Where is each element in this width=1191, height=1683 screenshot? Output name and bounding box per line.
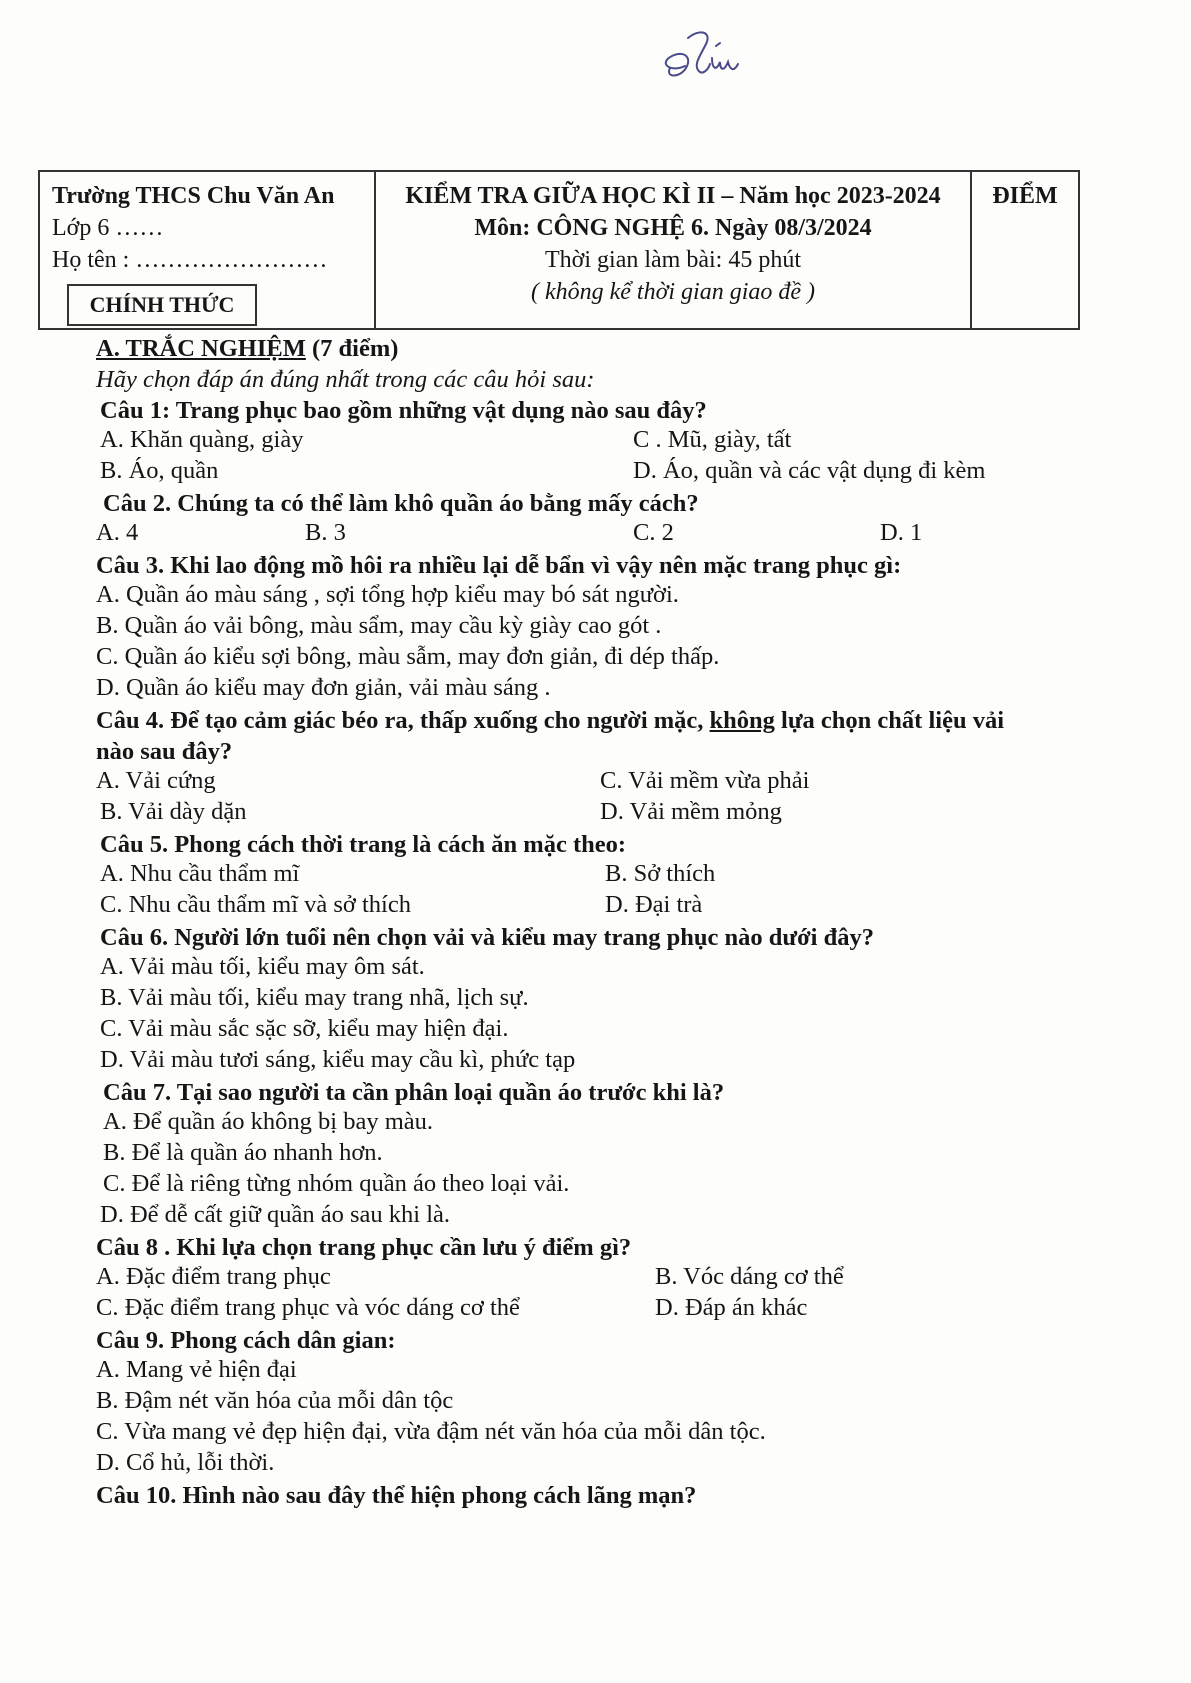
- exam-info-cell: [374, 172, 970, 328]
- q5-option-c: C. Nhu cầu thẩm mĩ và sở thích: [100, 891, 411, 918]
- section-title: [96, 333, 398, 364]
- q2-option-d: D. 1: [880, 519, 923, 546]
- question-4-line-2: nào sau đây?: [96, 738, 233, 765]
- class-line: Lớp 6 ……: [52, 215, 164, 241]
- question-5: Câu 5. Phong cách thời trang là cách ăn mặc theo:: [100, 831, 627, 858]
- section-title-text: A. TRẮC NGHIỆM: [96, 335, 306, 362]
- q8-option-c: C. Đặc điểm trang phục và vóc dáng cơ thể: [96, 1294, 520, 1321]
- q8-option-d: D. Đáp án khác: [655, 1294, 808, 1321]
- q4-option-d: D. Vải mềm mỏng: [600, 798, 782, 825]
- question-3: Câu 3. Khi lao động mồ hôi ra nhiều lại dễ bẩn vì vậy nên mặc trang phục gì:: [96, 552, 902, 579]
- school-name: Trường THCS Chu Văn An: [52, 183, 335, 209]
- q7-option-c: C. Để là riêng từng nhóm quần áo theo loại vải.: [103, 1170, 570, 1197]
- q8-option-a: A. Đặc điểm trang phục: [96, 1263, 331, 1290]
- q6-option-d: D. Vải màu tươi sáng, kiểu may cầu kì, phức tạp: [100, 1046, 576, 1073]
- q7-option-b: B. Để là quần áo nhanh hơn.: [103, 1139, 383, 1166]
- score-cell: [970, 172, 1078, 328]
- q1-option-c: C . Mũ, giày, tất: [633, 426, 792, 453]
- q4-text-negation: không: [709, 707, 775, 734]
- q2-option-c: C. 2: [633, 519, 674, 546]
- q9-option-d: D. Cổ hủ, lỗi thời.: [96, 1449, 275, 1476]
- question-4: [96, 705, 1004, 736]
- q4-text-pre: Câu 4. Để tạo cảm giác béo ra, thấp xuống cho người mặc,: [96, 707, 710, 734]
- question-7: Câu 7. Tại sao người ta cần phân loại quần áo trước khi là?: [103, 1079, 725, 1106]
- q5-option-d: D. Đại trà: [605, 891, 703, 918]
- question-2: Câu 2. Chúng ta có thể làm khô quần áo bằng mấy cách?: [103, 490, 699, 517]
- q1-option-d: D. Áo, quần và các vật dụng đi kèm: [633, 457, 986, 484]
- q5-option-b: B. Sở thích: [605, 860, 716, 887]
- q5-option-a: A. Nhu cầu thẩm mĩ: [100, 860, 300, 887]
- q2-option-b: B. 3: [305, 519, 346, 546]
- q3-option-d: D. Quần áo kiểu may đơn giản, vải màu sáng .: [96, 674, 551, 701]
- q7-option-d: D. Để dễ cất giữ quần áo sau khi là.: [100, 1201, 451, 1228]
- q3-option-b: B. Quần áo vải bông, màu sẩm, may cầu kỳ giày cao gót .: [96, 612, 662, 639]
- section-points: (7 điểm): [305, 335, 399, 362]
- q6-option-b: B. Vải màu tối, kiểu may trang nhã, lịch sự.: [100, 984, 529, 1011]
- handwritten-signature: [650, 18, 760, 88]
- q6-option-c: C. Vải màu sắc sặc sỡ, kiểu may hiện đại.: [100, 1015, 509, 1042]
- q1-option-a: A. Khăn quàng, giày: [100, 426, 304, 453]
- q9-option-b: B. Đậm nét văn hóa của mỗi dân tộc: [96, 1387, 454, 1414]
- q9-option-c: C. Vừa mang vẻ đẹp hiện đại, vừa đậm nét văn hóa của mỗi dân tộc.: [96, 1418, 766, 1445]
- q4-option-b: B. Vải dày dặn: [100, 798, 247, 825]
- q2-option-a: A. 4: [96, 519, 139, 546]
- q9-option-a: A. Mang vẻ hiện đại: [96, 1356, 297, 1383]
- q8-option-b: B. Vóc dáng cơ thể: [655, 1263, 844, 1290]
- q4-text-post: lựa chọn chất liệu vải: [774, 707, 1005, 734]
- score-label: ĐIỂM: [992, 183, 1058, 209]
- exam-header-table: [38, 170, 1080, 330]
- question-8: Câu 8 . Khi lựa chọn trang phục cần lưu ý điểm gì?: [96, 1234, 632, 1261]
- name-line: Họ tên : ……………………: [52, 247, 328, 273]
- q6-option-a: A. Vải màu tối, kiểu may ôm sát.: [100, 953, 425, 980]
- question-9: Câu 9. Phong cách dân gian:: [96, 1327, 396, 1354]
- student-info-cell: [40, 172, 374, 328]
- q7-option-a: A. Để quần áo không bị bay màu.: [103, 1108, 433, 1135]
- q4-option-a: A. Vải cứng: [96, 767, 216, 794]
- q1-option-b: B. Áo, quần: [100, 457, 219, 484]
- q3-option-c: C. Quần áo kiểu sợi bông, màu sẫm, may đơn giản, đi dép thấp.: [96, 643, 720, 670]
- exam-title: KIỂM TRA GIỮA HỌC KÌ II – Năm học 2023-2024: [405, 183, 941, 209]
- q4-option-c: C. Vải mềm vừa phải: [600, 767, 810, 794]
- question-10: Câu 10. Hình nào sau đây thể hiện phong cách lãng mạn?: [96, 1482, 697, 1509]
- section-instruction: Hãy chọn đáp án đúng nhất trong các câu hỏi sau:: [96, 366, 595, 393]
- exam-subject: Môn: CÔNG NGHỆ 6. Ngày 08/3/2024: [474, 215, 872, 241]
- official-stamp: CHÍNH THỨC: [67, 284, 257, 326]
- exam-note: ( không kể thời gian giao đề ): [530, 279, 816, 305]
- question-6: Câu 6. Người lớn tuổi nên chọn vải và kiểu may trang phục nào dưới đây?: [100, 924, 874, 951]
- q3-option-a: A. Quần áo màu sáng , sợi tổng hợp kiểu may bó sát người.: [96, 581, 679, 608]
- exam-duration: Thời gian làm bài: 45 phút: [545, 247, 801, 273]
- question-1: Câu 1: Trang phục bao gồm những vật dụng nào sau đây?: [100, 397, 707, 424]
